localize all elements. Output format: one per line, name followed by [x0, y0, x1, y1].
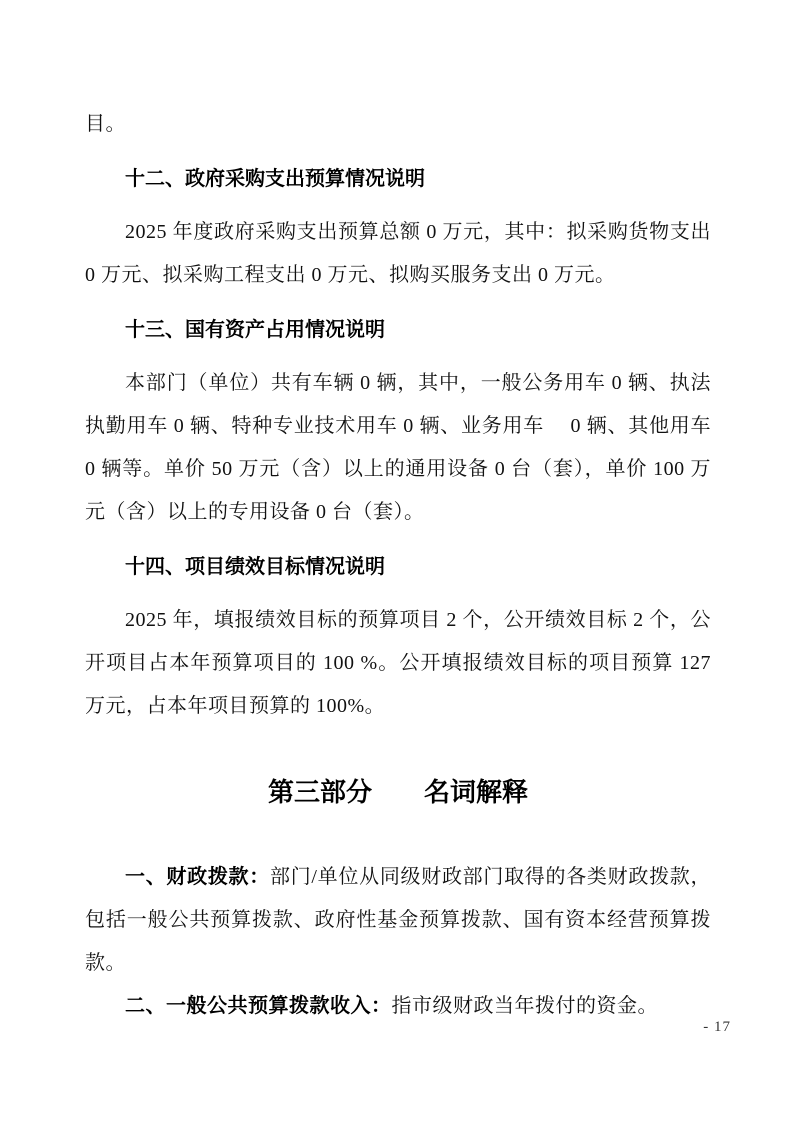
term-1-definition: 部门/单位从同级财政部门取得的各类财政拨款，包括一般公共预算拨款、政府性基金预算拨款、国有资本经营预算拨款。 [85, 866, 711, 974]
term-1-label: 一、财政拨款： [125, 866, 270, 888]
section-paragraph-13: 本部门（单位）共有车辆 0 辆，其中，一般公务用车 0 辆、执法执勤用车 0 辆、特种专业技术用车 0 辆、业务用车 0 辆、其他用车 0 辆等。单价 50 万元（含）以上的通用设备 0 台（套），单价 100 万元（含）以上的专用设备 0 台（套）。 [85, 372, 711, 523]
section-heading-12-government-procurement: 十二、政府采购支出预算情况说明 [125, 168, 425, 190]
term-definition-1 [85, 856, 711, 985]
section-heading-14-performance-targets: 十四、项目绩效目标情况说明 [125, 556, 385, 578]
term-2-label: 二、一般公共预算拨款收入： [125, 995, 392, 1017]
section-heading-13-state-assets: 十三、国有资产占用情况说明 [125, 319, 385, 341]
section-paragraph-12: 2025 年度政府采购支出预算总额 0 万元，其中：拟采购货物支出 0 万元、拟采购工程支出 0 万元、拟购买服务支出 0 万元。 [85, 221, 711, 286]
term-2-definition: 指市级财政当年拨付的资金。 [391, 995, 658, 1017]
term-definition-2 [85, 985, 711, 1028]
part-three-title: 第三部分 名词解释 [267, 778, 528, 807]
paragraph-continuation: 目。 [85, 113, 126, 135]
section-paragraph-14: 2025 年，填报绩效目标的预算项目 2 个，公开绩效目标 2 个，公开项目占本年预算项目的 100 %。公开填报绩效目标的项目预算 127 万元，占本年项目预算的 100%。 [85, 609, 711, 717]
page-number: - 17 [703, 1019, 731, 1035]
